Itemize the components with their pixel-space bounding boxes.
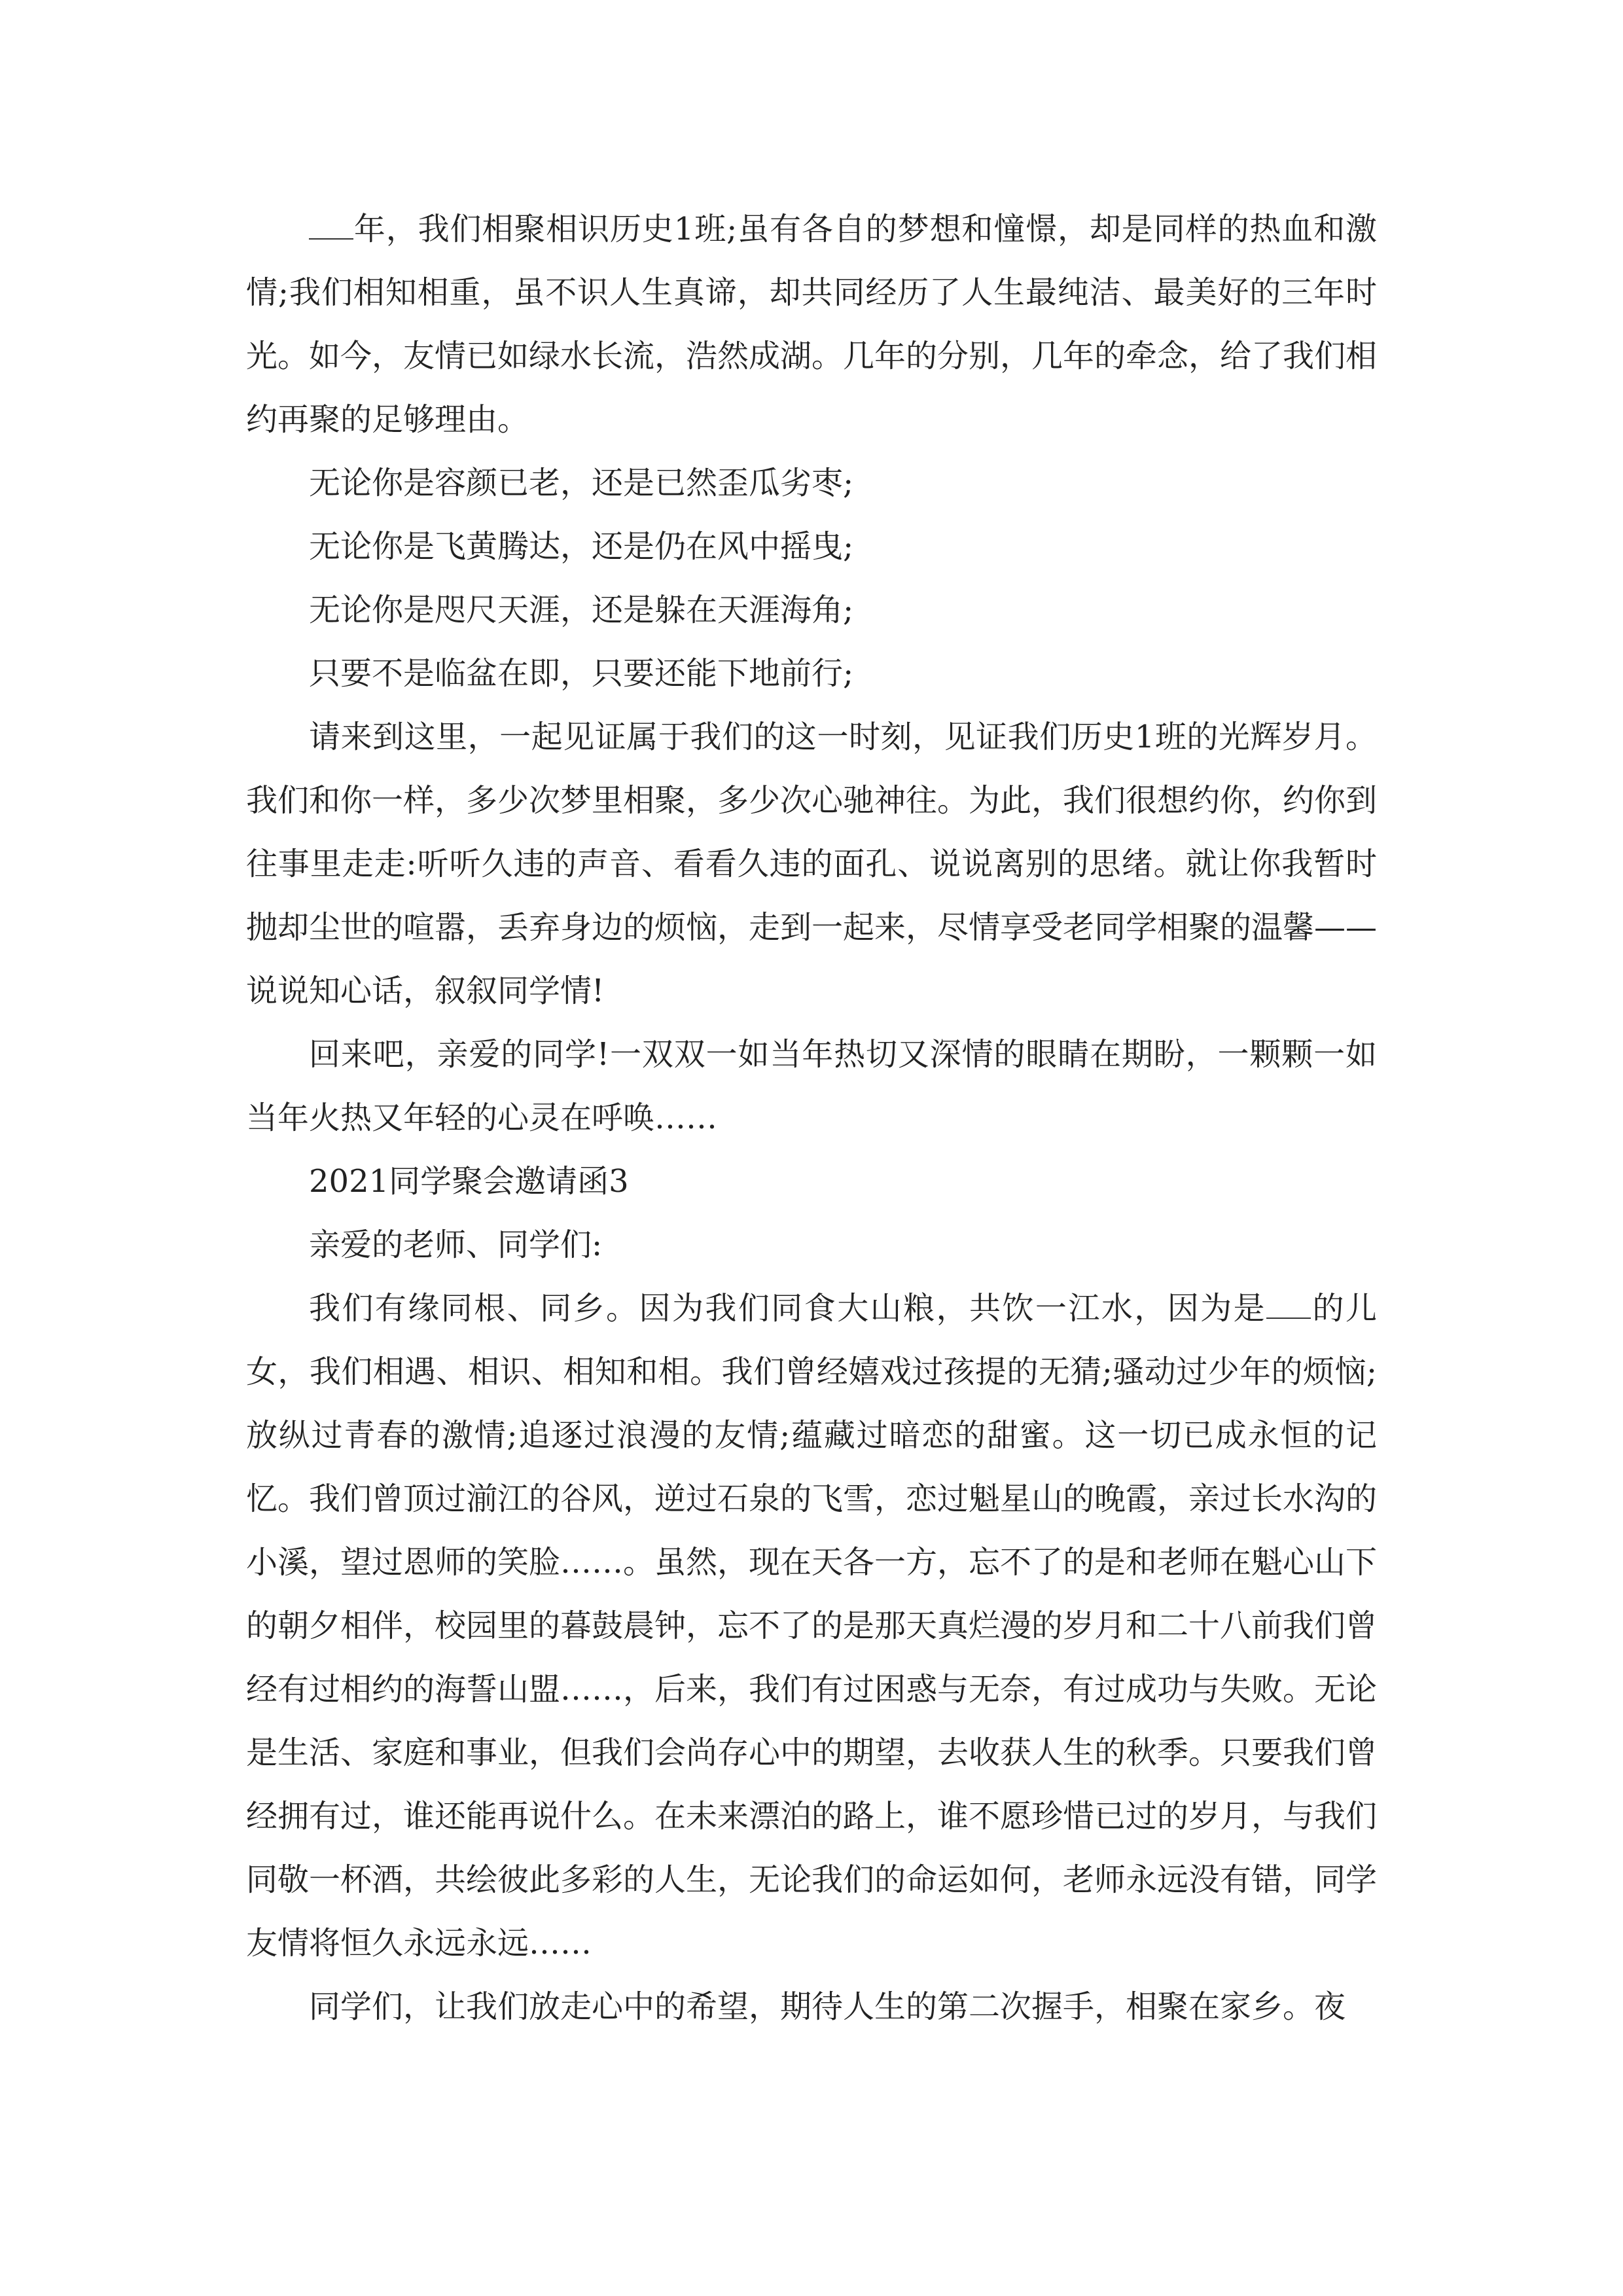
paragraph-class-reunion-intro [246,198,1377,452]
salutation: 亲爱的老师、同学们: [309,1227,603,1263]
fill-in-blank-hometown [1266,1318,1311,1319]
fill-in-blank-year [309,238,353,240]
paragraph-text-rest: 的儿女，我们相遇、相识、相知和相。我们曾经嬉戏过孩提的无猜;骚动过少年的烦恼;放纵过青春的激情;追逐过浪漫的友情;蕴藏过暗恋的甜蜜。这一切已成永恒的记忆。我们曾顶过湔江的谷风，逆过石泉的飞雪，恋过魁星山的晚霞，亲过长水沟的小溪，望过恩师的笑脸……。虽然，现在天各一方，忘不了的是和老师在魁心山下的朝夕相伴，校园里的暮鼓晨钟，忘不了的是那天真烂漫的岁月和二十八前我们曾经有过相约的海誓山盟……，后来，我们有过困惑与无奈，有过成功与失败。无论是生活、家庭和事业，但我们会尚存心中的期望，去收获人生的秋季。只要我们曾经拥有过，谁还能再说什么。在未来漂泊的路上，谁不愿珍惜已过的岁月，与我们同敬一杯酒，共绘彼此多彩的人生，无论我们的命运如何，老师永远没有错，同学友情将恒久永远永远…… [246,1290,1378,1962]
paragraph-text: 年，我们相聚相识历史1班;虽有各自的梦想和憧憬，却是同样的热血和激情;我们相知相重，虽不识人生真谛，却共同经历了人生最纯洁、最美好的三年时光。如今，友情已如绿水长流，浩然成湖。几年的分别，几年的牵念，给了我们相约再聚的足够理由。 [246,211,1378,438]
paragraph-shared-hometown [246,1277,1377,1975]
verse-line-1: 无论你是容颜已老，还是已然歪瓜劣枣; [309,465,854,501]
paragraph-closing: 同学们，让我们放走心中的希望，期待人生的第二次握手，相聚在家乡。夜 [309,1988,1346,2025]
paragraph-text-start: 我们有缘同根、同乡。因为我们同食大山粮，共饮一江水，因为是 [309,1290,1267,1327]
verse-line-2: 无论你是飞黄腾达，还是仍在风中摇曳; [309,528,854,565]
paragraph-come-back: 回来吧，亲爱的同学!一双双一如当年热切又深情的眼睛在期盼，一颗颗一如当年火热又年轻的心灵在呼唤…… [246,1036,1377,1136]
paragraph-invitation: 请来到这里，一起见证属于我们的这一时刻，见证我们历史1班的光辉岁月。我们和你一样，多少次梦里相聚，多少次心驰神往。为此，我们很想约你，约你到往事里走走:听听久违的声音、看看久违的面孔、说说离别的思绪。就让你我暂时抛却尘世的喧嚣，丢弃身边的烦恼，走到一起来，尽情享受老同学相聚的温馨——说说知心话，叙叙同学情! [246,719,1378,1009]
document-body [246,198,1377,2039]
section-heading-invitation-3: 2021同学聚会邀请函3 [309,1163,629,1200]
verse-line-3: 无论你是咫尺天涯，还是躲在天涯海角; [309,592,854,628]
verse-line-4: 只要不是临盆在即，只要还能下地前行; [309,655,854,692]
